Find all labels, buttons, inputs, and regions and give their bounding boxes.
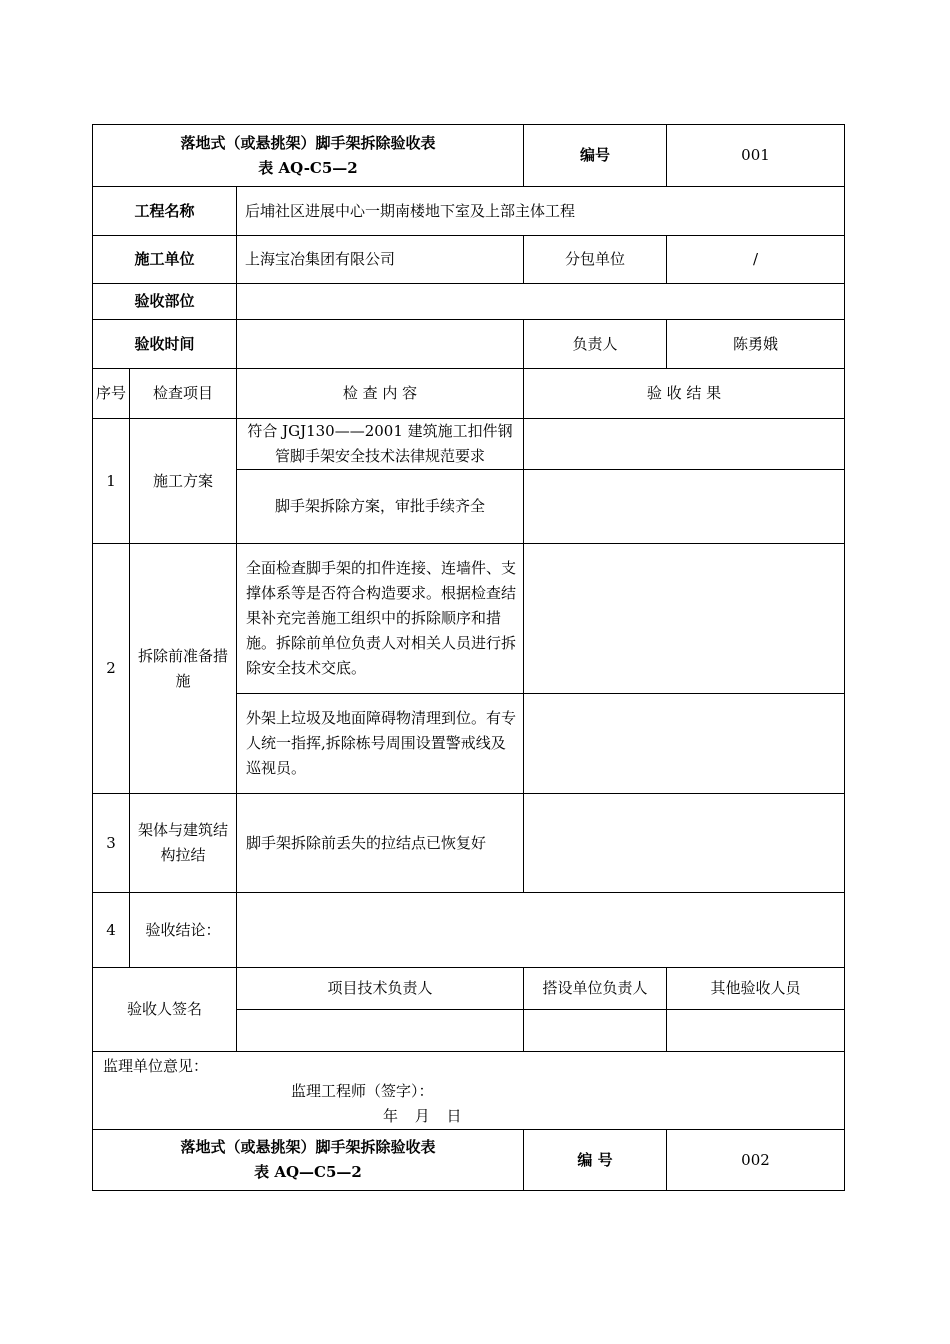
- subcontractor-label: 分包单位: [524, 236, 667, 284]
- form-code: 表 AQ—C5—2: [254, 1163, 362, 1181]
- signature-field: [237, 1010, 524, 1052]
- subcontractor-value: /: [667, 236, 845, 284]
- check-content: 脚手架拆除方案，审批手续齐全: [237, 470, 524, 544]
- header-result: 验 收 结 果: [524, 369, 845, 419]
- form-title-cell: [93, 1130, 524, 1191]
- acceptance-form-table: [92, 124, 845, 1191]
- item-number: 4: [93, 893, 130, 968]
- supervision-date: 年 月 日: [383, 1107, 463, 1125]
- project-name-label: 工程名称: [93, 187, 237, 236]
- item-number: 1: [93, 419, 130, 544]
- responsible-person-label: 负责人: [524, 320, 667, 369]
- item-number: 3: [93, 794, 130, 893]
- acceptance-part-value: [237, 284, 845, 320]
- number-label: 编号: [524, 125, 667, 187]
- form-title: 落地式（或悬挑架）脚手架拆除验收表: [180, 1138, 436, 1156]
- check-content: 符合 JGJ130——2001 建筑施工扣件钢管脚手架安全技术法律规范要求: [237, 419, 524, 470]
- contractor-value: 上海宝冶集团有限公司: [237, 236, 524, 284]
- header-item: 检查项目: [130, 369, 237, 419]
- conclusion-label: 验收结论：: [130, 893, 237, 968]
- check-content: 全面检查脚手架的扣件连接、连墙件、支撑体系等是否符合构造要求。根据检查结果补充完善施工组织中的拆除顺序和措施。拆除前单位负责人对相关人员进行拆除安全技术交底。: [237, 544, 524, 694]
- form-title: 落地式（或悬挑架）脚手架拆除验收表: [180, 133, 436, 152]
- signature-label: 验收人签名: [93, 968, 237, 1052]
- form-title-cell: [93, 125, 524, 187]
- signature-field: [667, 1010, 845, 1052]
- item-name: 拆除前准备措施: [130, 544, 237, 794]
- conclusion-value: [237, 893, 845, 968]
- header-serial: 序号: [93, 369, 130, 419]
- item-name: 架体与建筑结构拉结: [130, 794, 237, 893]
- check-content: 外架上垃圾及地面障碍物清理到位。有专人统一指挥,拆除栋号周围设置警戒线及巡视员。: [237, 694, 524, 794]
- supervision-engineer-sign: 监理工程师（签字）：: [291, 1082, 434, 1100]
- signature-column-header: 其他验收人员: [667, 968, 845, 1010]
- contractor-label: 施工单位: [93, 236, 237, 284]
- responsible-person-value: 陈勇娥: [667, 320, 845, 369]
- acceptance-result: [524, 544, 845, 694]
- check-content: 脚手架拆除前丢失的拉结点已恢复好: [237, 794, 524, 893]
- item-name: 施工方案: [130, 419, 237, 544]
- number-label: 编 号: [524, 1130, 667, 1191]
- acceptance-result: [524, 419, 845, 470]
- acceptance-result: [524, 794, 845, 893]
- number-value: 002: [667, 1130, 845, 1191]
- number-value: 001: [667, 125, 845, 187]
- signature-column-header: 搭设单位负责人: [524, 968, 667, 1010]
- acceptance-result: [524, 694, 845, 794]
- acceptance-result: [524, 470, 845, 544]
- acceptance-time-label: 验收时间: [93, 320, 237, 369]
- signature-field: [524, 1010, 667, 1052]
- form-code: 表 AQ-C5—2: [258, 158, 358, 177]
- item-number: 2: [93, 544, 130, 794]
- acceptance-time-value: [237, 320, 524, 369]
- header-content: 检 查 内 容: [237, 369, 524, 419]
- supervision-opinion-cell: [93, 1052, 845, 1130]
- signature-column-header: 项目技术负责人: [237, 968, 524, 1010]
- supervision-opinion-title: 监理单位意见：: [103, 1057, 209, 1075]
- acceptance-part-label: 验收部位: [93, 284, 237, 320]
- project-name-value: 后埔社区进展中心一期南楼地下室及上部主体工程: [237, 187, 845, 236]
